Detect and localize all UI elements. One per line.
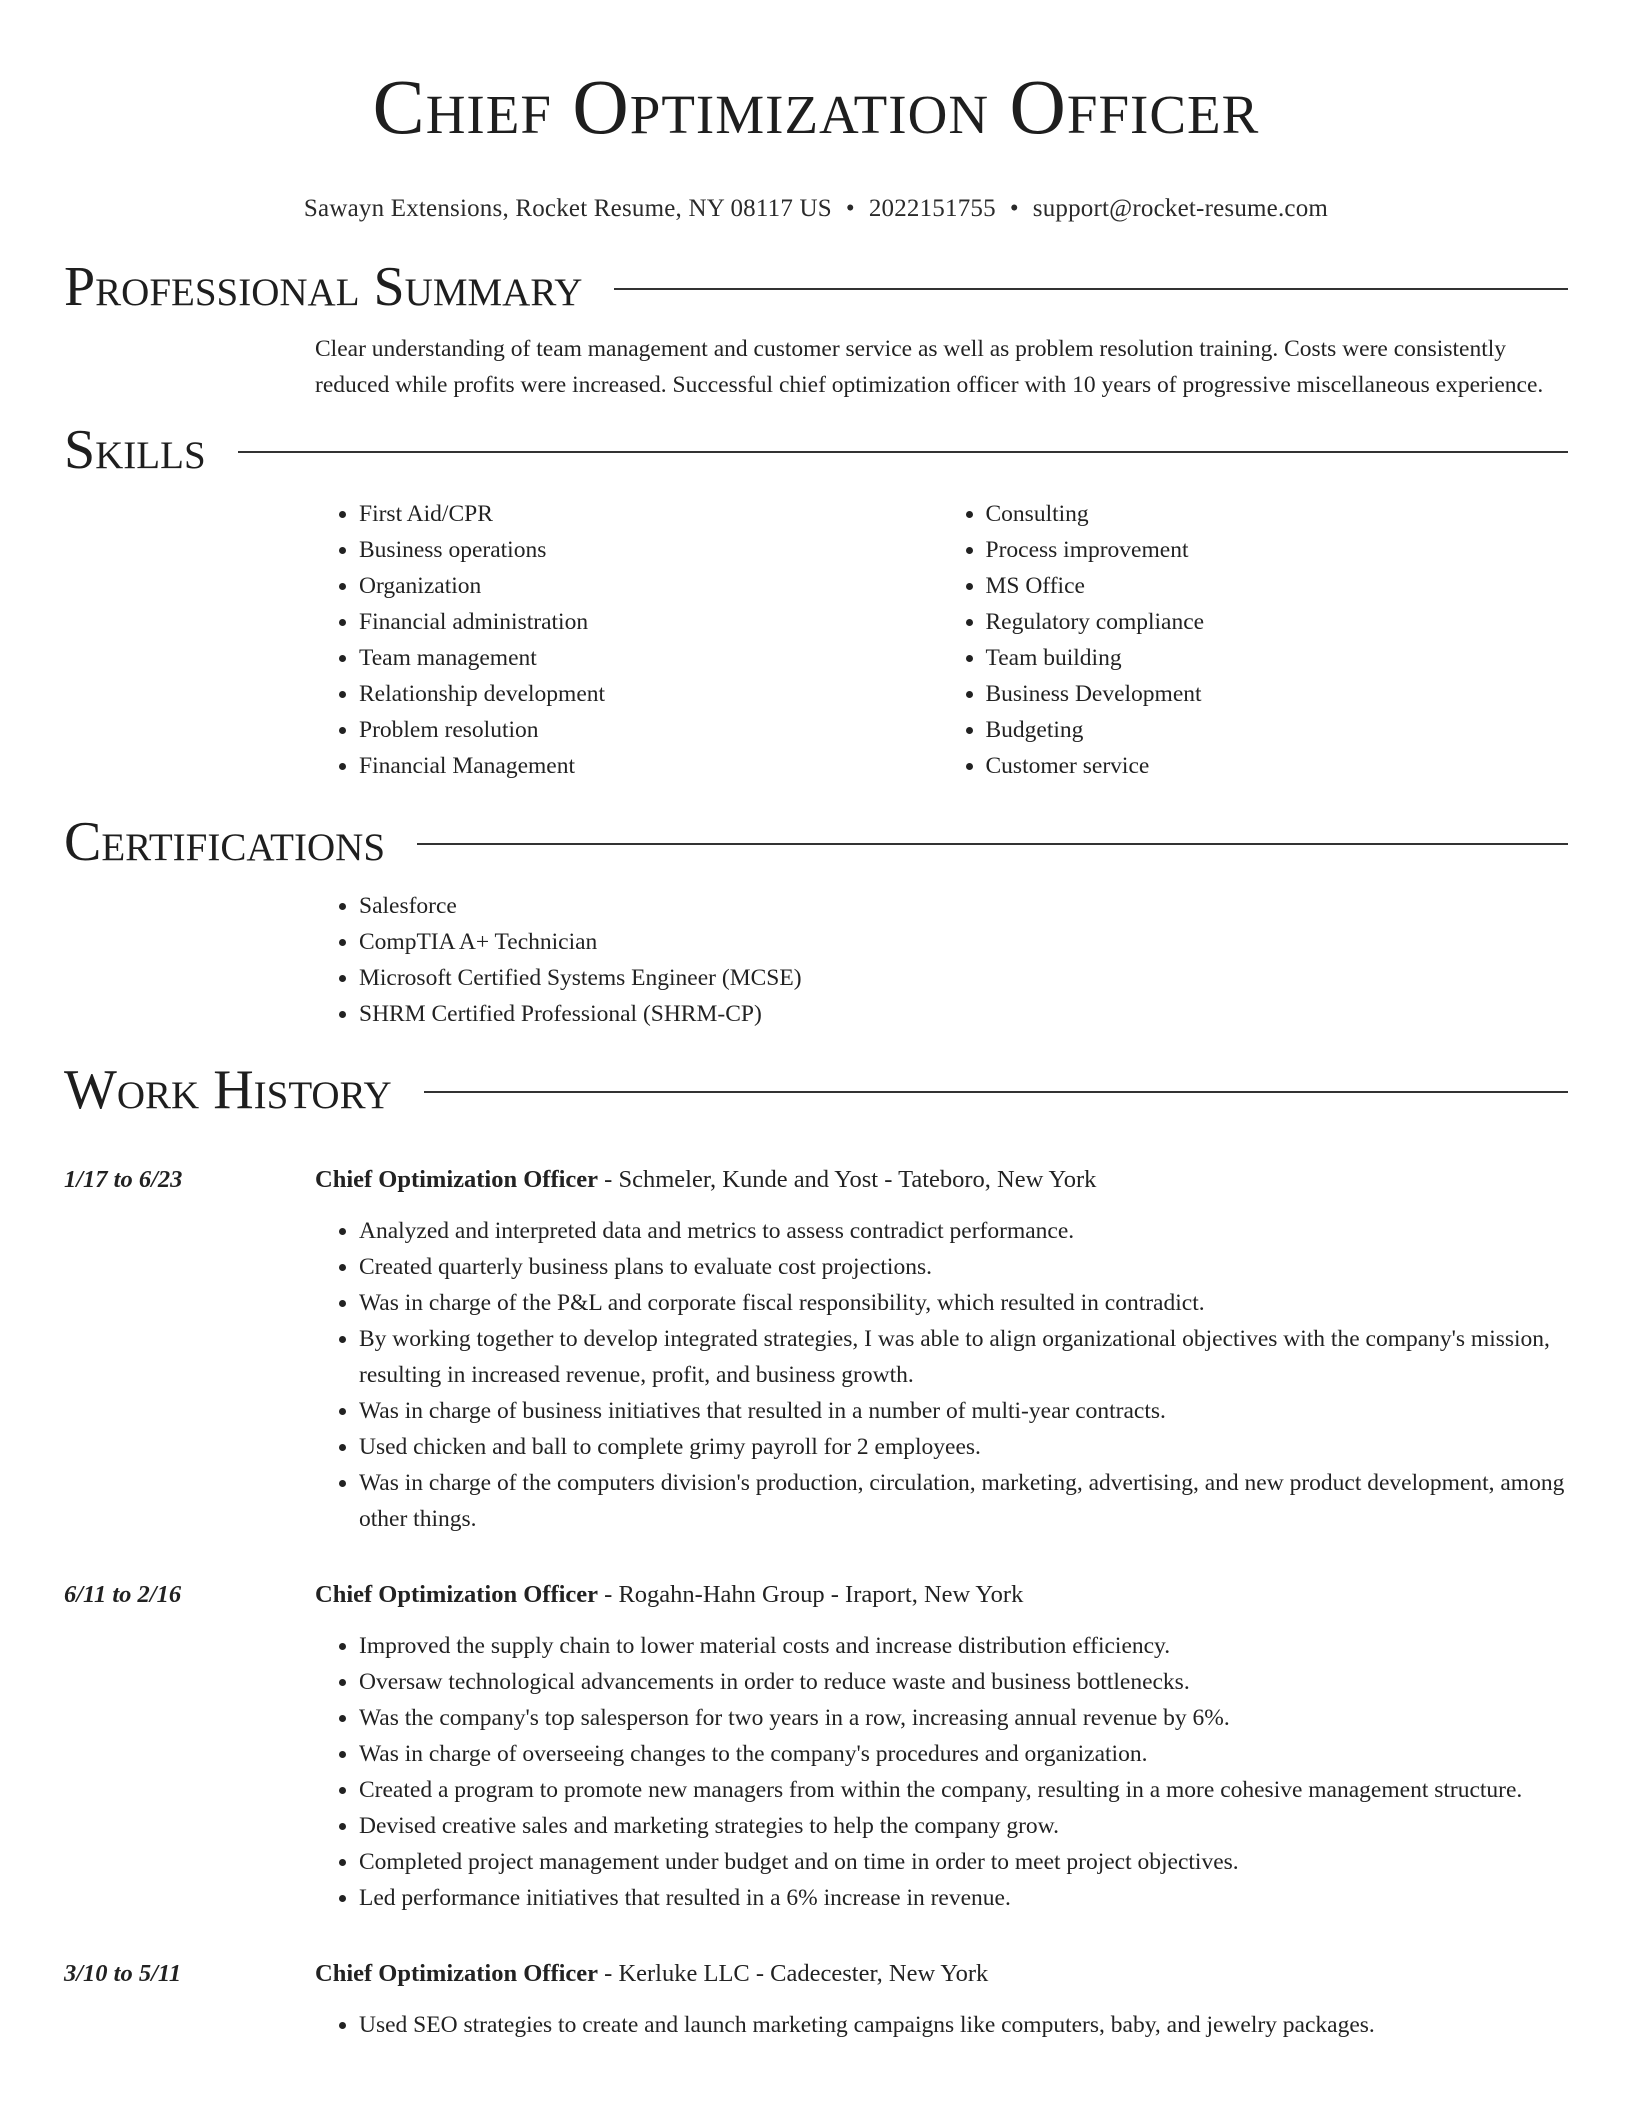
section-header-summary: [64, 255, 1568, 319]
job-bullet-list: [315, 1213, 1568, 1537]
skills-columns: [64, 496, 1568, 784]
certification-item: • CompTIA A+ Technician: [359, 924, 1568, 960]
section-title-work: Work History: [64, 1059, 392, 1121]
job-entry: [64, 1162, 1568, 1537]
section-divider: [238, 451, 1568, 453]
skill-item: • Regulatory compliance: [986, 604, 1569, 640]
job-responsibilities: [64, 1628, 1568, 1916]
certification-item: • Salesforce: [359, 888, 1568, 924]
job-bullet: • Led performance initiatives that resulted in a 6% increase in revenue.: [359, 1880, 1568, 1916]
job-title: Chief Optimization Officer: [315, 1581, 599, 1608]
skill-item: • Financial Management: [359, 748, 942, 784]
skill-item: • Financial administration: [359, 604, 942, 640]
section-header-certifications: [64, 810, 1568, 874]
skill-item: • Team management: [359, 640, 942, 676]
job-bullet: • Was in charge of business initiatives that resulted in a number of multi-year contracts.: [359, 1393, 1568, 1429]
section-divider: [424, 1091, 1568, 1093]
section-title-certifications: Certifications: [64, 811, 386, 873]
job-title: Chief Optimization Officer: [315, 1960, 599, 1987]
job-responsibilities: [64, 1213, 1568, 1537]
job-info: [315, 1577, 1023, 1613]
contact-separator: •: [845, 195, 855, 222]
job-entry: [64, 1577, 1568, 1916]
job-employer-location: - Rogahn-Hahn Group - Iraport, New York: [598, 1581, 1024, 1608]
job-bullet-list: [315, 1628, 1568, 1916]
job-bullet: • Analyzed and interpreted data and metrics to assess contradict performance.: [359, 1213, 1568, 1249]
job-employer-location: - Schmeler, Kunde and Yost - Tateboro, New York: [598, 1166, 1097, 1193]
skill-item: • Team building: [986, 640, 1569, 676]
job-bullet: • Devised creative sales and marketing strategies to help the company grow.: [359, 1808, 1568, 1844]
job-bullet: • By working together to develop integrated strategies, I was able to align organizational objectives with the company's mission, resulting in increased revenue, profit, and business growth.: [359, 1321, 1568, 1393]
skills-list-right: [942, 496, 1569, 784]
job-bullet: • Created a program to promote new managers from within the company, resulting in a more cohesive management structure.: [359, 1772, 1568, 1808]
certification-item: • Microsoft Certified Systems Engineer (MCSE): [359, 960, 1568, 996]
section-divider: [417, 843, 1568, 845]
job-dates: 1/17 to 6/23: [64, 1166, 183, 1193]
job-dates: 6/11 to 2/16: [64, 1581, 182, 1608]
job-bullet: • Was in charge of overseeing changes to the company's procedures and organization.: [359, 1736, 1568, 1772]
job-bullet: • Oversaw technological advancements in order to reduce waste and business bottlenecks.: [359, 1664, 1568, 1700]
skill-item: • Relationship development: [359, 676, 942, 712]
skill-item: • Customer service: [986, 748, 1569, 784]
job-bullet: • Completed project management under budget and on time in order to meet project objectives.: [359, 1844, 1568, 1880]
section-divider: [614, 288, 1568, 290]
job-info: [315, 1956, 988, 1992]
skill-item: • Process improvement: [986, 532, 1569, 568]
summary-text: Clear understanding of team management and customer service as well as problem resolution training. Costs were consistently reduced while profits were increased. Successful chief optimization officer with 10 years of progressive miscellaneous experience.: [315, 336, 1544, 398]
job-header: [64, 1577, 1568, 1613]
section-title-summary: Professional Summary: [64, 256, 583, 318]
job-bullet: • Was in charge of the computers division's production, circulation, marketing, advertising, and new product development, among other things.: [359, 1465, 1568, 1537]
section-title-skills: Skills: [64, 419, 206, 481]
certification-item: • SHRM Certified Professional (SHRM-CP): [359, 996, 1568, 1032]
skill-item: • Problem resolution: [359, 712, 942, 748]
job-dates: 3/10 to 5/11: [64, 1960, 182, 1987]
resume-name: Chief Optimization Officer: [372, 63, 1260, 150]
skills-list-left: [315, 496, 942, 784]
skill-item: • First Aid/CPR: [359, 496, 942, 532]
contact-separator: •: [1009, 195, 1019, 222]
work-history-list: [64, 1162, 1568, 2043]
job-bullet: • Created quarterly business plans to evaluate cost projections.: [359, 1249, 1568, 1285]
job-bullet: • Was the company's top salesperson for two years in a row, increasing annual revenue by 6%.: [359, 1700, 1568, 1736]
skill-item: • Business operations: [359, 532, 942, 568]
job-bullet: • Improved the supply chain to lower material costs and increase distribution efficiency.: [359, 1628, 1568, 1664]
skill-item: • Budgeting: [986, 712, 1569, 748]
job-employer-location: - Kerluke LLC - Cadecester, New York: [598, 1960, 989, 1987]
certifications-block: [64, 888, 1568, 1032]
job-bullet: • Was in charge of the P&L and corporate fiscal responsibility, which resulted in contradict.: [359, 1285, 1568, 1321]
contact-email: support@rocket-resume.com: [1032, 195, 1329, 222]
job-header: [64, 1162, 1568, 1198]
job-header: [64, 1956, 1568, 1992]
contact-phone: 2022151755: [868, 195, 996, 222]
skill-item: • MS Office: [986, 568, 1569, 604]
job-info: [315, 1162, 1096, 1198]
skill-item: • Business Development: [986, 676, 1569, 712]
contact-line: [64, 194, 1568, 224]
job-bullet: • Used chicken and ball to complete grimy payroll for 2 employees.: [359, 1429, 1568, 1465]
job-bullet-list: [315, 2007, 1568, 2043]
section-header-work: [64, 1058, 1568, 1122]
contact-address: Sawayn Extensions, Rocket Resume, NY 08117 US: [303, 195, 832, 222]
section-header-skills: [64, 418, 1568, 482]
job-responsibilities: [64, 2007, 1568, 2043]
job-title: Chief Optimization Officer: [315, 1166, 599, 1193]
certifications-list: [315, 888, 1568, 1032]
job-entry: [64, 1956, 1568, 2043]
skill-item: • Consulting: [986, 496, 1569, 532]
job-bullet: • Used SEO strategies to create and launch marketing campaigns like computers, baby, and jewelry packages.: [359, 2007, 1568, 2043]
skill-item: • Organization: [359, 568, 942, 604]
